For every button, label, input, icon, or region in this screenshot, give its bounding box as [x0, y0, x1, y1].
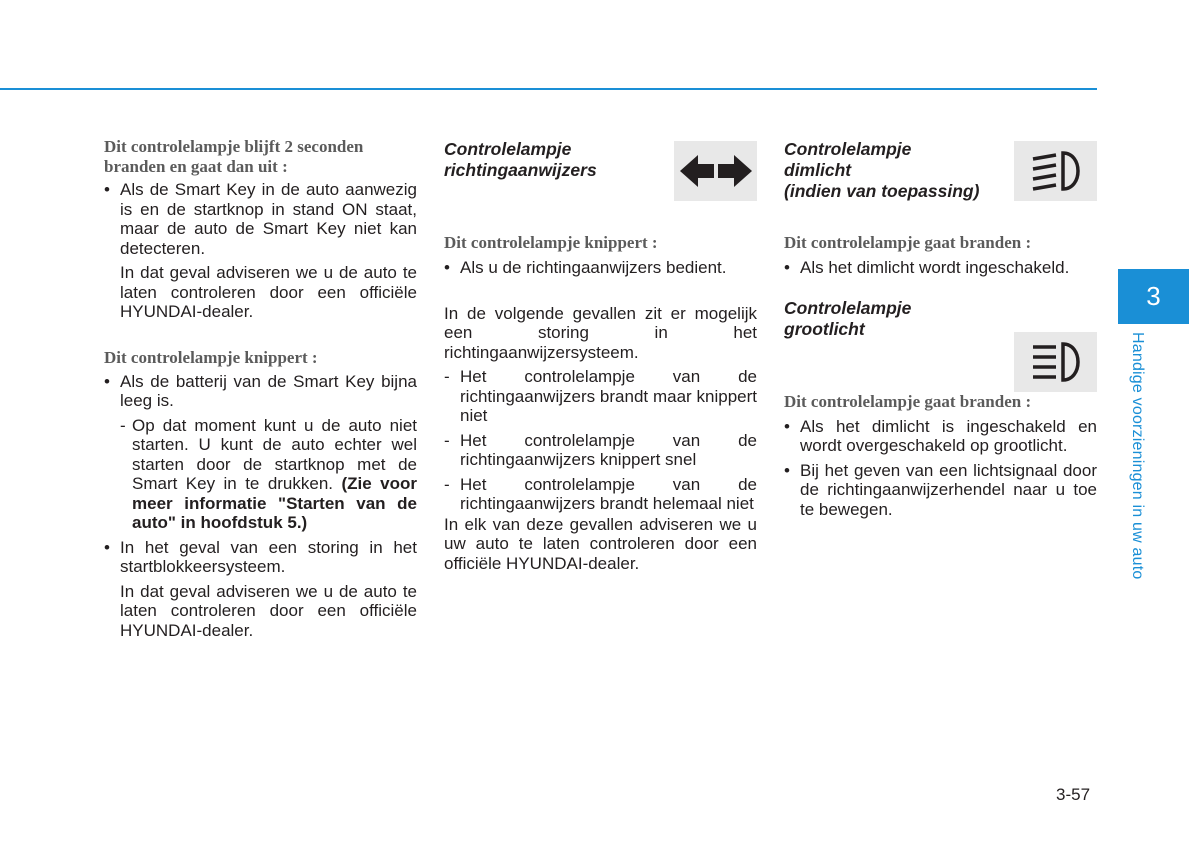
dash-item: - Op dat moment kunt u de auto niet starten. U kunt de auto echter wel starten door de startknop met de Smart Key in te drukken. (Zie voor meer informatie "Starten van de auto" in hoofdstuk 5.)	[104, 416, 417, 533]
section-title: Controlelampje dimlicht (indien van toepassing)	[784, 139, 980, 201]
section-title: Controlelampje grootlicht	[784, 297, 912, 339]
page-number: 3-57	[1056, 785, 1091, 804]
bullet-item: • Als de Smart Key in de auto aanwezig is en de startknop in stand ON staat, maar de auto de Smart Key niet kan detecteren.	[104, 180, 417, 258]
chapter-label: Handige voorzieningen in uw auto	[1129, 332, 1146, 580]
section-title: Controlelampje richtingaanwijzers	[444, 139, 597, 180]
low-beam-icon	[1014, 141, 1097, 201]
chapter-tab: 3	[1118, 269, 1189, 324]
section-heading: Dit controlelampje gaat branden :	[784, 391, 1032, 411]
high-beam-icon	[1014, 332, 1097, 392]
section-heading: Dit controlelampje knippert :	[444, 233, 658, 252]
bullet-item: • In het geval van een storing in het startblokkeersysteem.	[104, 538, 417, 577]
dash-item: - Het controlelampje van de richtingaanwijzers brandt helemaal niet	[444, 475, 757, 514]
paragraph: In elk van deze gevallen adviseren we u uw auto te laten controleren door een officiële HYUNDAI-dealer.	[444, 514, 757, 573]
bullet-item: • Als het dimlicht is ingeschakeld en wordt overgeschakeld op grootlicht.	[784, 417, 1097, 456]
section-heading: Dit controlelampje knippert :	[104, 347, 318, 367]
bullet-item: • Als de batterij van de Smart Key bijna leeg is.	[104, 372, 417, 411]
top-rule	[0, 88, 1097, 90]
bullet-item: • Bij het geven van een lichtsignaal door de richtingaanwijzerhendel naar u toe te bewegen.	[784, 461, 1097, 520]
column-1	[104, 137, 417, 640]
note-paragraph: In dat geval adviseren we u de auto te laten controleren door een officiële HYUNDAI-dealer.	[120, 263, 417, 321]
paragraph: In de volgende gevallen zit er mogelijk een storing in het richtingaanwijzersysteem.	[444, 303, 757, 362]
dash-item: - Het controlelampje van de richtingaanwijzers knippert snel	[444, 431, 757, 470]
turn-signal-arrows-icon	[674, 141, 757, 201]
bullet-item: • Als u de richtingaanwijzers bedient.	[444, 258, 757, 278]
note-paragraph: In dat geval adviseren we u de auto te laten controleren door een officiële HYUNDAI-dealer.	[120, 581, 417, 640]
column-2	[444, 137, 757, 573]
bullet-item: • Als het dimlicht wordt ingeschakeld.	[784, 258, 1097, 278]
section-heading: Dit controlelampje gaat branden :	[784, 233, 1032, 252]
section-heading: Dit controlelampje blijft 2 seconden branden en gaat dan uit :	[104, 137, 364, 176]
dash-item: - Het controlelampje van de richtingaanwijzers brandt maar knippert niet	[444, 367, 757, 426]
